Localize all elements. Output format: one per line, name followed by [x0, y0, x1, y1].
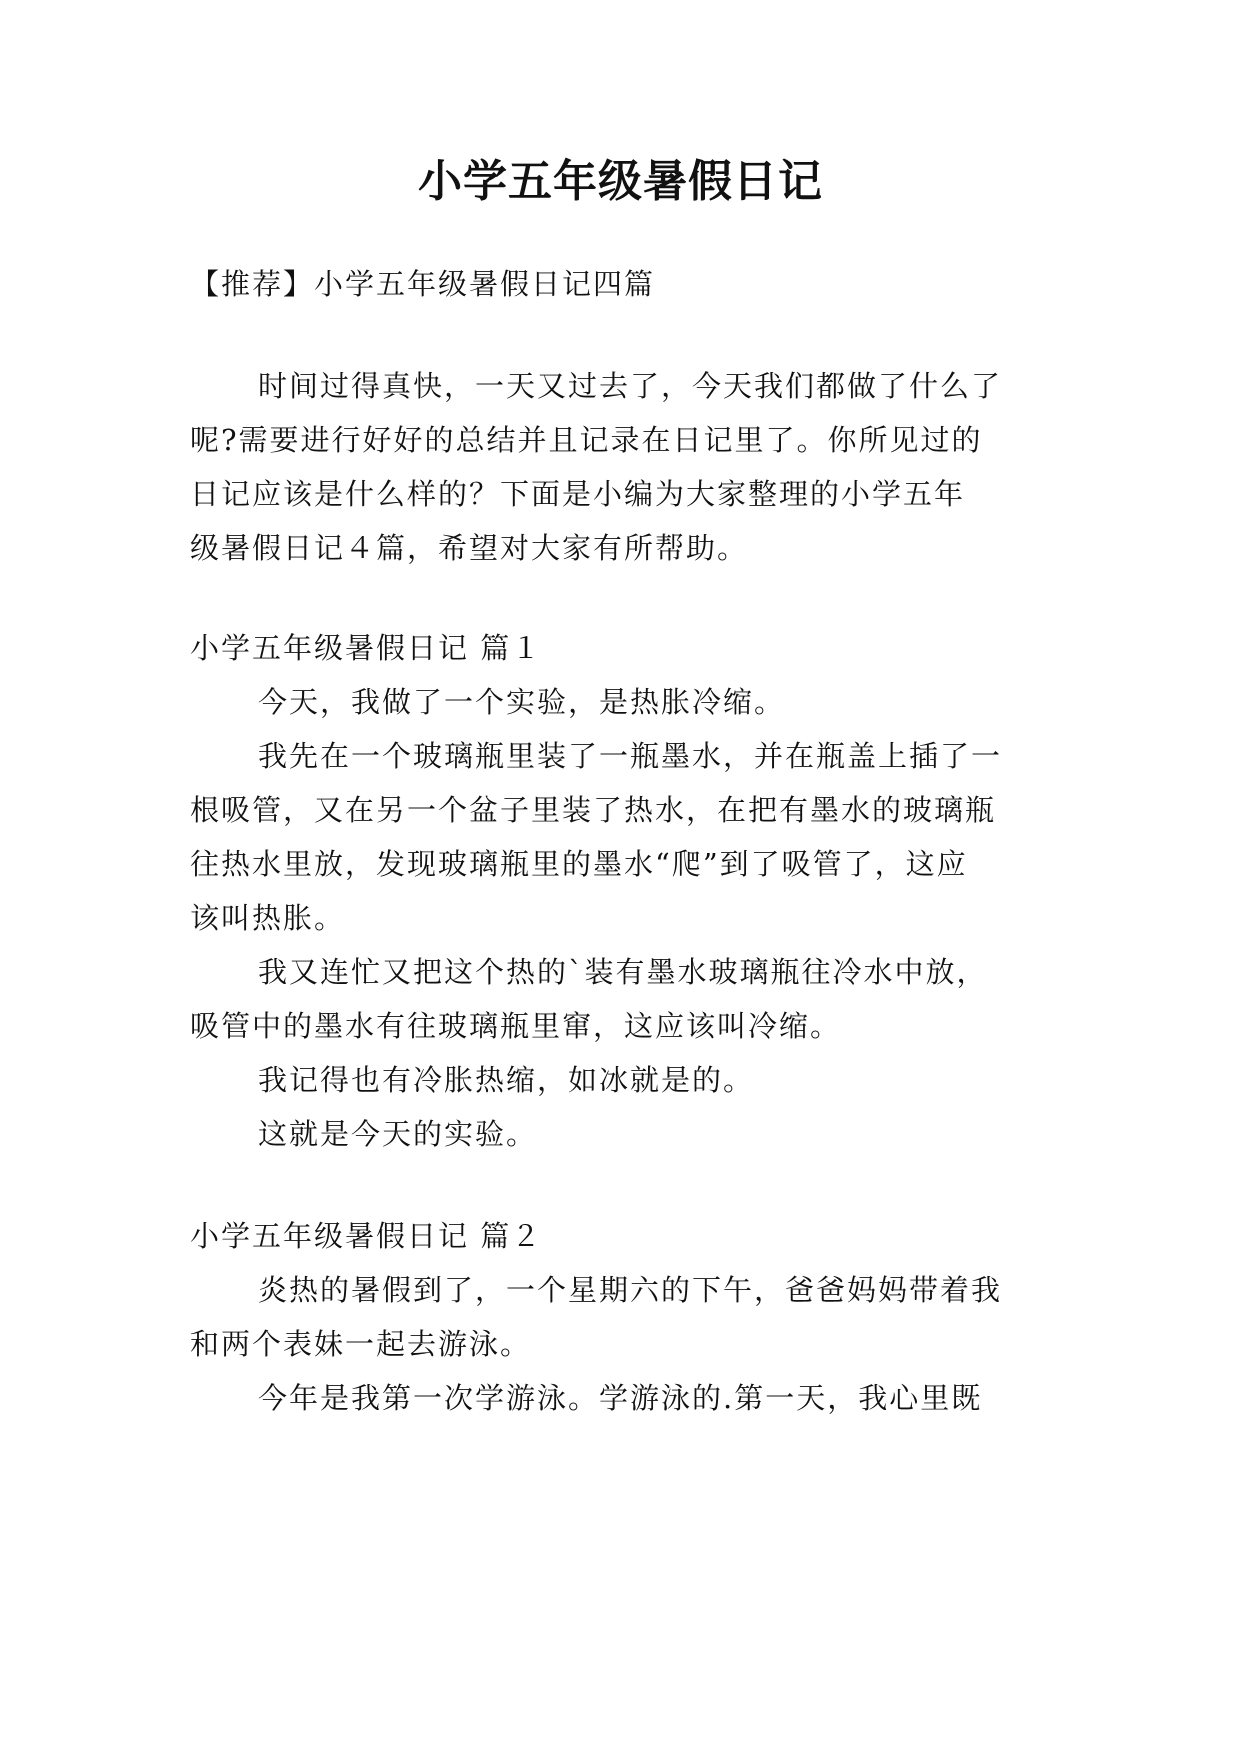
section-heading: 小学五年级暑假日记 篇２ — [190, 1219, 543, 1253]
section-heading: 小学五年级暑假日记 篇１ — [190, 631, 543, 665]
paragraph-line: 我先在一个玻璃瓶里装了一瓶墨水，并在瓶盖上插了一 — [258, 739, 1003, 773]
intro-line: 呢?需要进行好好的总结并且记录在日记里了。你所见过的 — [190, 423, 983, 457]
paragraph-line: 根吸管，又在另一个盆子里装了热水，在把有墨水的玻璃瓶 — [190, 793, 997, 827]
intro-line: 时间过得真快，一天又过去了，今天我们都做了什么了 — [258, 369, 1003, 403]
intro-line: 日记应该是什么样的？下面是小编为大家整理的小学五年 — [190, 477, 966, 511]
paragraph-line: 往热水里放，发现玻璃瓶里的墨水“爬”到了吸管了，这应 — [190, 847, 968, 881]
intro-line: 级暑假日记４篇，希望对大家有所帮助。 — [190, 531, 749, 565]
paragraph-line: 我又连忙又把这个热的`装有墨水玻璃瓶往冷水中放， — [258, 955, 988, 989]
recommend-line: 【推荐】小学五年级暑假日记四篇 — [190, 267, 656, 301]
paragraph-line: 吸管中的墨水有往玻璃瓶里窜，这应该叫冷缩。 — [190, 1009, 842, 1043]
paragraph-line: 和两个表妹一起去游泳。 — [190, 1327, 532, 1361]
paragraph-line: 这就是今天的实验。 — [258, 1117, 538, 1151]
paragraph-line: 今天，我做了一个实验，是热胀冷缩。 — [258, 685, 786, 719]
paragraph-line: 该叫热胀。 — [190, 901, 346, 935]
paragraph-line: 炎热的暑假到了，一个星期六的下午，爸爸妈妈带着我 — [258, 1273, 1003, 1307]
paragraph-line: 我记得也有冷胀热缩，如冰就是的。 — [258, 1063, 755, 1097]
document-title: 小学五年级暑假日记 — [418, 156, 823, 207]
paragraph-line: 今年是我第一次学游泳。学游泳的.第一天，我心里既 — [258, 1381, 983, 1415]
